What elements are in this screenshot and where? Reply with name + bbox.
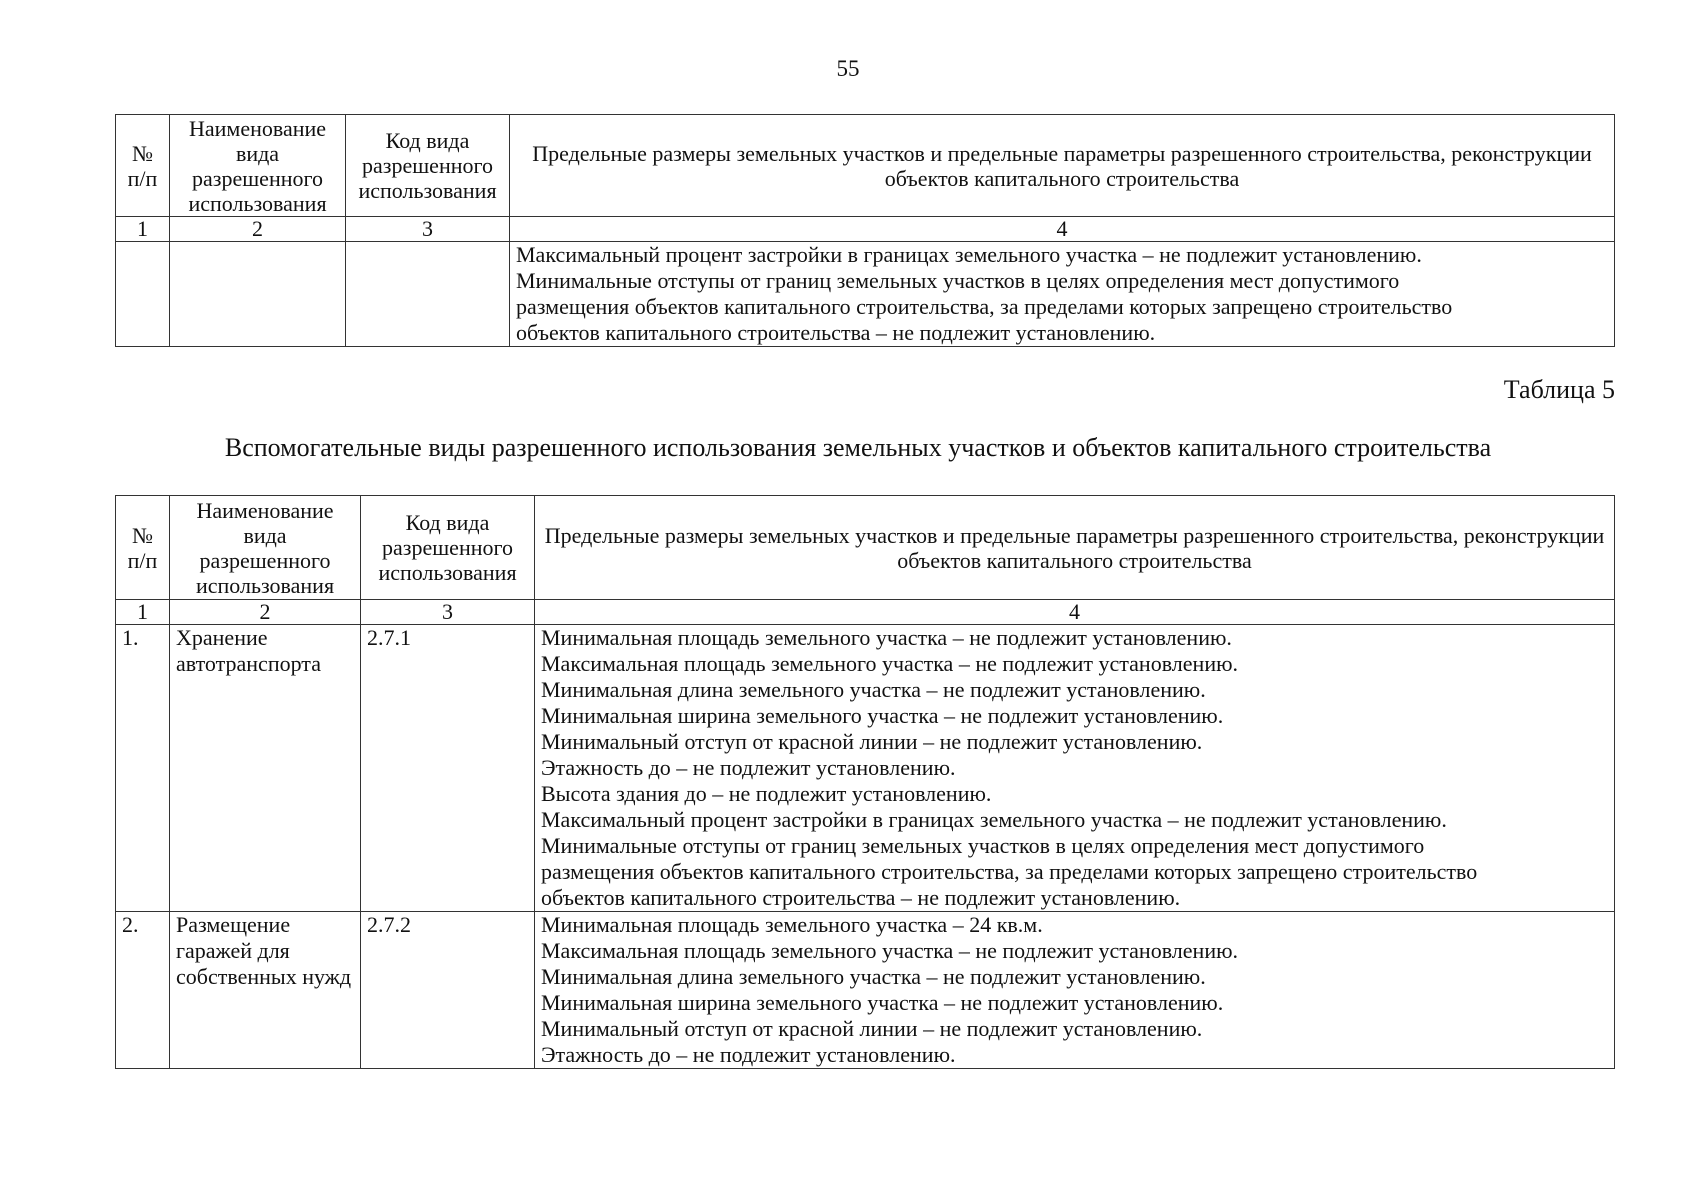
param-line: Минимальная ширина земельного участка – не подлежит установлению.: [541, 990, 1224, 1015]
use-name: Размещение гаражей для собственных нужд: [170, 912, 361, 1069]
column-number: 4: [535, 600, 1615, 625]
header-name: Наименование вида разрешенного использования: [170, 115, 346, 217]
params-cell: [510, 242, 1615, 347]
param-line: Минимальная длина земельного участка – не подлежит установлению.: [541, 964, 1206, 989]
table-row: [116, 625, 1615, 912]
use-code: 2.7.2: [361, 912, 535, 1069]
table-header-row: [116, 496, 1615, 600]
param-line: Минимальная площадь земельного участка – не подлежит установлению.: [541, 625, 1232, 650]
column-number: 3: [346, 217, 510, 242]
param-line: Этажность до – не подлежит установлению.: [541, 755, 956, 780]
table-label: Таблица 5: [1503, 375, 1615, 404]
use-name: Хранение автотранспорта: [170, 625, 361, 912]
header-num: № п/п: [116, 115, 170, 217]
param-line: размещения объектов капитального строительства, за пределами которых запрещено строительство: [516, 294, 1453, 319]
column-number: 1: [116, 217, 170, 242]
param-line: объектов капитального строительства – не подлежит установлению.: [541, 885, 1181, 910]
table-title: Вспомогательные виды разрешенного использования земельных участков и объектов капитального строительства: [224, 433, 1492, 462]
column-number: 4: [510, 217, 1615, 242]
column-number: 2: [170, 600, 361, 625]
params-cell: [535, 625, 1615, 912]
param-line: Минимальный отступ от красной линии – не подлежит установлению.: [541, 729, 1203, 754]
param-line: Высота здания до – не подлежит установлению.: [541, 781, 992, 806]
use-code: 2.7.1: [361, 625, 535, 912]
column-number-row: [116, 217, 1615, 242]
page-number: 55: [836, 56, 860, 81]
use-name: [170, 242, 346, 347]
column-number: 2: [170, 217, 346, 242]
header-num: № п/п: [116, 496, 170, 600]
zoning-table-continued: [115, 114, 1615, 347]
param-line: Максимальная площадь земельного участка – не подлежит установлению.: [541, 651, 1239, 676]
params-cell: [535, 912, 1615, 1069]
table-row: [116, 242, 1615, 347]
column-number: 1: [116, 600, 170, 625]
param-line: Максимальная площадь земельного участка – не подлежит установлению.: [541, 938, 1239, 963]
param-line: Этажность до – не подлежит установлению.: [541, 1042, 956, 1067]
row-number: 1.: [116, 625, 170, 912]
header-name: Наименование вида разрешенного использования: [170, 496, 361, 600]
param-line: Минимальные отступы от границ земельных участков в целях определения мест допустимого: [541, 833, 1425, 858]
column-number: 3: [361, 600, 535, 625]
auxiliary-uses-table: [115, 495, 1615, 1069]
use-code: [346, 242, 510, 347]
table-row: [116, 912, 1615, 1069]
param-line: Максимальный процент застройки в границах земельного участка – не подлежит установлению.: [516, 242, 1422, 267]
table-header-row: [116, 115, 1615, 217]
row-number: 2.: [116, 912, 170, 1069]
param-line: Минимальные отступы от границ земельных участков в целях определения мест допустимого: [516, 268, 1400, 293]
param-line: Минимальная ширина земельного участка – не подлежит установлению.: [541, 703, 1224, 728]
header-params: Предельные размеры земельных участков и предельные параметры разрешенного строительства, реконструкции объектов капитального строительства: [535, 496, 1615, 600]
param-line: объектов капитального строительства – не подлежит установлению.: [516, 320, 1156, 345]
header-params: Предельные размеры земельных участков и предельные параметры разрешенного строительства, реконструкции объектов капитального строительства: [510, 115, 1615, 217]
param-line: Минимальная площадь земельного участка – 24 кв.м.: [541, 912, 1043, 937]
param-line: Минимальный отступ от красной линии – не подлежит установлению.: [541, 1016, 1203, 1041]
header-code: Код вида разрешенного использования: [346, 115, 510, 217]
header-code: Код вида разрешенного использования: [361, 496, 535, 600]
param-line: Максимальный процент застройки в границах земельного участка – не подлежит установлению.: [541, 807, 1447, 832]
column-number-row: [116, 600, 1615, 625]
param-line: размещения объектов капитального строительства, за пределами которых запрещено строительство: [541, 859, 1478, 884]
param-line: Минимальная длина земельного участка – не подлежит установлению.: [541, 677, 1206, 702]
row-number: [116, 242, 170, 347]
